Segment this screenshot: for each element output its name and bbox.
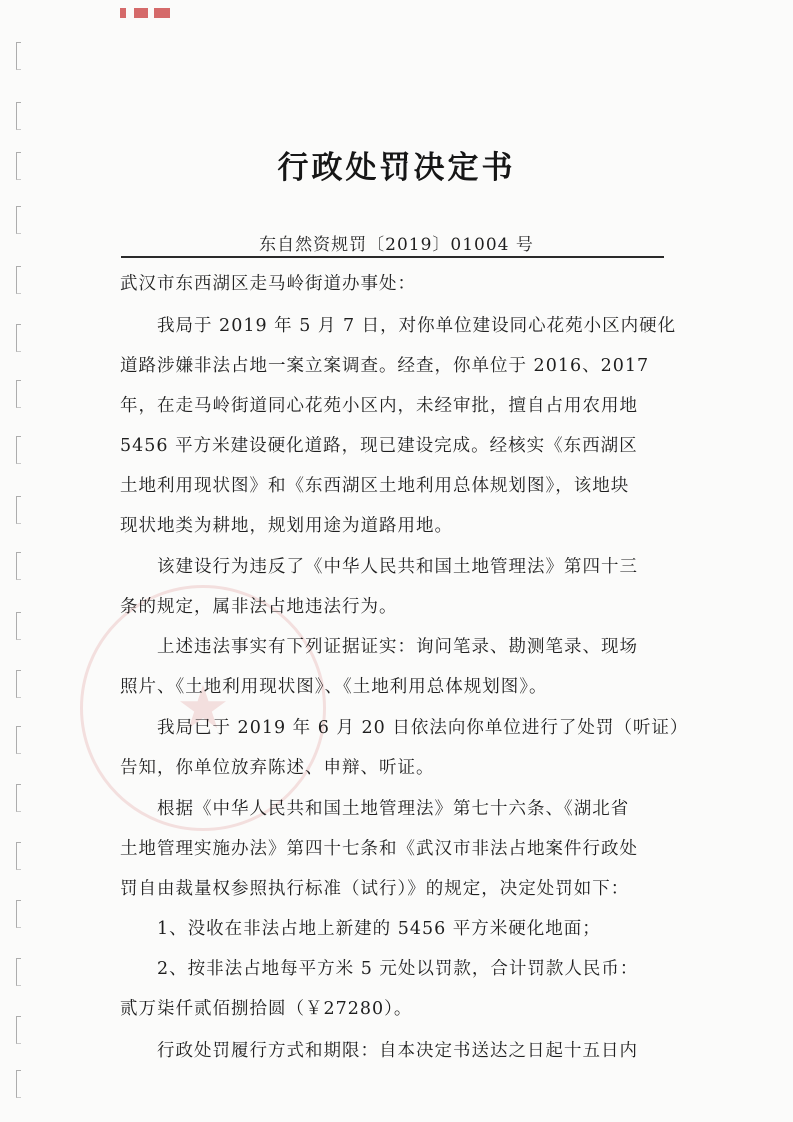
body-line: 我局已于 2019 年 6 月 20 日依法向你单位进行了处罚（听证） [120, 718, 689, 738]
binding-hole-mark [16, 670, 21, 698]
body-line: 该建设行为违反了《中华人民共和国土地管理法》第四十三 [120, 557, 638, 577]
binding-hole-mark [16, 380, 21, 408]
body-line: 2、按非法占地每平方米 5 元处以罚款，合计罚款人民币： [120, 959, 639, 979]
binding-hole-mark [16, 324, 21, 352]
red-mark [120, 8, 170, 18]
body-line: 条的规定，属非法占地违法行为。 [120, 597, 398, 617]
body-line: 根据《中华人民共和国土地管理法》第七十六条、《湖北省 [120, 799, 630, 819]
body-line: 年，在走马岭街道同心花苑小区内，未经审批，擅自占用农用地 [120, 396, 638, 416]
binding-hole-mark [16, 842, 21, 870]
body-line: 1、没收在非法占地上新建的 5456 平方米硬化地面； [120, 919, 601, 939]
body-line: 罚自由裁量权参照执行标准（试行）》的规定，决定处罚如下： [120, 879, 630, 899]
binding-hole-mark [16, 1016, 21, 1044]
binding-hole-mark [16, 784, 21, 812]
binding-hole-mark [16, 102, 21, 130]
body-line: 我局于 2019 年 5 月 7 日，对你单位建设同心花苑小区内硬化 [120, 316, 677, 336]
binding-hole-mark [16, 496, 21, 524]
binding-hole-mark [16, 1070, 21, 1098]
body-line: 现状地类为耕地，规划用途为道路用地。 [120, 516, 453, 536]
body-line: 行政处罚履行方式和期限：自本决定书送达之日起十五日内 [120, 1041, 638, 1061]
body-line: 告知，你单位放弃陈述、申辩、听证。 [120, 758, 435, 778]
body-line: 土地管理实施办法》第四十七条和《武汉市非法占地案件行政处 [120, 839, 638, 859]
body-line: 5456 平方米建设硬化道路，现已建设完成。经核实《东西湖区 [120, 436, 638, 456]
binding-hole-mark [16, 552, 21, 580]
addressee: 武汉市东西湖区走马岭街道办事处： [120, 274, 416, 294]
binding-hole-mark [16, 900, 21, 928]
body-line: 土地利用现状图》和《东西湖区土地利用总体规划图》，该地块 [120, 476, 630, 496]
binding-hole-mark [16, 436, 21, 464]
document-title: 行政处罚决定书 [277, 150, 516, 186]
binding-hole-mark [16, 612, 21, 640]
binding-hole-mark [16, 726, 21, 754]
header-rule [121, 256, 664, 258]
binding-hole-mark [16, 958, 21, 986]
body-line: 道路涉嫌非法占地一案立案调查。经查，你单位于 2016、2017 [120, 356, 650, 376]
body-line: 贰万柒仟贰佰捌拾圆（￥27280）。 [120, 999, 413, 1019]
binding-hole-mark [16, 266, 21, 294]
seal-star-icon: ★ [176, 673, 230, 743]
binding-hole-mark [16, 42, 21, 70]
document-number: 东自然资规罚〔2019〕01004 号 [259, 235, 534, 255]
body-line: 上述违法事实有下列证据证实：询问笔录、勘测笔录、现场 [120, 637, 638, 657]
binding-margin [16, 30, 26, 1090]
body-line: 照片、《土地利用现状图》、《土地利用总体规划图》。 [120, 677, 548, 697]
